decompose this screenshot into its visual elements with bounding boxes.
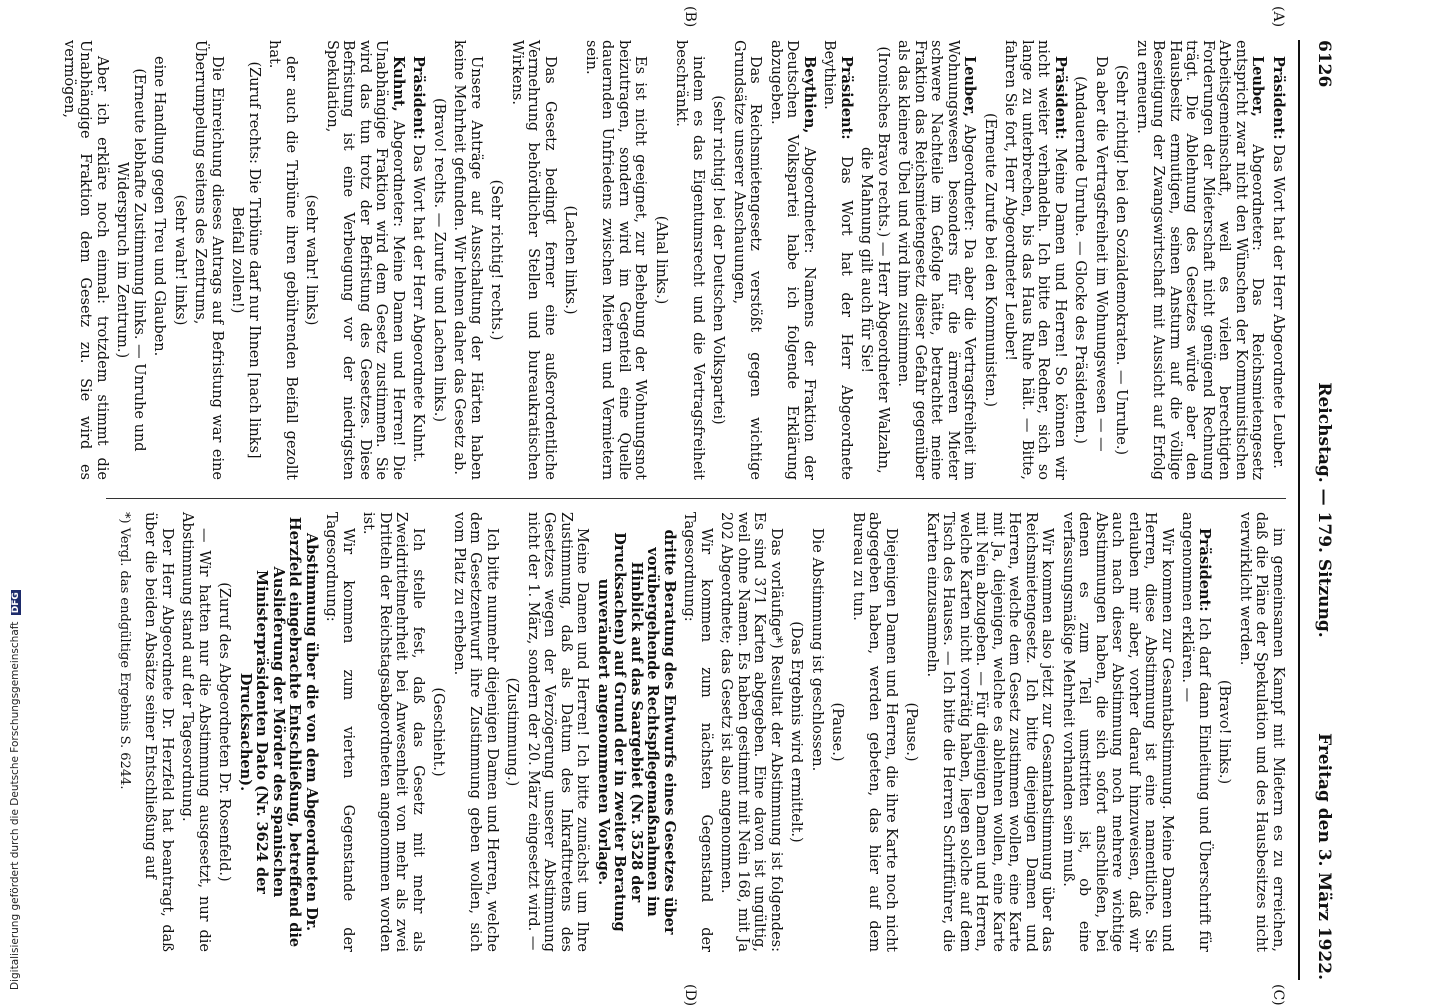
interjection: (Sehr richtig! rechts.) xyxy=(488,179,505,341)
paragraph: Wir kommen also jetzt zur Gesamtabstimmung über das Reichsmietengesetz. Ich bitte diejenigen Damen und Herren, welche dem Gesetz zustimmen wollen, eine Karte mit Ja, diejenigen, welche es ablehnen wollen, eine Karte mit Nein abzugeben. — Für diejenigen Damen und Herren, welche Karten nicht vorrätig haben, liegen solche auf dem Tisch des Hauses. — Ich bitte die Herren Schriftführer, die Karten einzusammeln. xyxy=(924,512,1056,952)
speech-paragraph xyxy=(895,40,978,480)
margin-mark-c: (C) xyxy=(1270,984,1286,1006)
speech-paragraph xyxy=(1270,40,1287,480)
interjection: (Erneute Zurufe bei den Kommunisten.) xyxy=(982,112,998,408)
interjection: (Erneute lebhafte Zustimmung links. — Unruhe und Widerspruch im Zentrum.) xyxy=(114,68,147,452)
interjection: (sehr richtig! bei der Deutschen Volkspartei) xyxy=(710,95,727,425)
paragraph: eine Handlung gegen Treu und Glauben. xyxy=(151,56,168,357)
side-strip xyxy=(0,0,21,1000)
running-title: Reichstag. — 179. Sitzung. xyxy=(1314,382,1334,638)
left-column xyxy=(57,40,1287,480)
paragraph: Aber ich erkläre noch einmal: trotzdem stimmt die Unabhängige Fraktion dem Gesetz zu. Sie wird es vermögen, xyxy=(61,40,110,480)
interjection: (Ahal links.) xyxy=(653,215,669,305)
page-number: 6126 xyxy=(1314,40,1334,88)
margin-mark-b: (B) xyxy=(682,6,698,28)
interjection: (Andauernde Unruhe. — Glocke des Präsidenten.) xyxy=(1072,76,1089,444)
footnote: *) Vergl. das endgültige Ergebnis S. 6244. xyxy=(117,512,132,790)
agenda-item-title: dritte Beratung des Entwurfs eines Gesetzes über vorübergehende Rechtspflegemaßnahmen im Hinblick auf das Saargebiet (Nr. 3528 der Drucksachen) auf Grund der in zweiter Beratung unverändert angenommenen Vorlage. xyxy=(595,529,678,935)
speech-text: Abgeordneter: Da aber die Vertragsfreiheit im Wohnungswesen besonders für die ärmeren Mieter schwere Nachteile im Gefolge hätte, betrachtet meine Fraktion das Reichsmietengesetz dieser Gefahr gegenüber als das kleinere Übel und wird ihm zustimmen. xyxy=(895,40,978,481)
speech-text: Meine Damen und Herren! So können wir nicht weiter verhandeln. Ich bitte den Redner, sich so lange zu unterbrechen, bis das Haus Ruhe hält. — Bitte, fahren Sie fort, Herr Abgeordneter Leuber! xyxy=(1002,40,1068,480)
speaker-name: Präsident: xyxy=(1196,528,1213,612)
paragraph: Die Abstimmung ist geschlossen. xyxy=(809,528,825,772)
paragraph: Das vorläufige*) Resultat der Abstimmung ist folgendes: Es sind 371 Karten abgegeben. Eine davon ist ungültig, weil ohne Namen. Es haben gestimmt mit Nein 168, mit Ja 202 Abgeordnete; das Gesetz ist also angenommen. xyxy=(718,512,784,952)
interjection: (Bravo! links.) xyxy=(1216,679,1233,785)
interjection: (Zuruf rechts: Die Tribüne darf nur Ihnen [nach links] Beifall zollen!) xyxy=(229,61,262,459)
header-rule xyxy=(1298,40,1300,980)
interjection: (sehr wahr! links) xyxy=(172,194,188,326)
document-page xyxy=(61,6,1338,1006)
speech-text: Das Wort hat der Herr Abgeordnete Kuhnt. xyxy=(410,144,427,463)
paragraph: Ich bitte nunmehr diejenigen Damen und Herren, welche dem Gesetzentwurf ihre Zustimmung geben wollen, sich vom Platz zu erheben. xyxy=(451,512,500,952)
paragraph: Ich stelle fest, daß das Gesetz mit mehr als Zweidrittelmehrheit bei Anwesenheit von mehr als zwei Dritteln der Reichstagsabgeordneten angenommen worden ist. xyxy=(360,512,426,952)
speaker-name: Beythien, xyxy=(801,56,818,134)
paragraph: Wir kommen zum nächsten Gegenstand der Tagesordnung: xyxy=(681,512,714,952)
speaker-name: Präsident: xyxy=(410,56,428,140)
speech-text: Abgeordneter: Namens der Fraktion der Deutschen Volkspartei habe ich folgende Erklärung abzugeben. xyxy=(768,40,817,480)
interjection: (Zustimmung.) xyxy=(504,677,521,787)
dfg-logo: DFG xyxy=(11,592,21,614)
speaker-name: Leuber, xyxy=(1249,56,1267,117)
interjection: (Zuruf des Abgeordneten Dr. Rosenfeld.) xyxy=(216,582,233,882)
paragraph: Meine Damen und Herren! Ich bitte zunächst um Ihre Zustimmung, daß als Datum des Inkrafttretens des Gesetzes wegen der Verzögerung unserer Abstimmung nicht der 1. März, sondern der 20. März eingesetzt wird. — xyxy=(525,512,591,952)
speech-paragraph xyxy=(768,40,818,480)
speech-text: Das Wort hat der Herr Abgeordnete Leuber. xyxy=(1270,144,1286,469)
interjection: (Pause.) xyxy=(829,702,846,762)
speech-paragraph xyxy=(410,40,427,480)
speech-text: Das Wort hat der Herr Abgeordnete Beythien. xyxy=(821,40,854,480)
margin-mark-a: (A) xyxy=(1270,6,1286,28)
speaker-name: Präsident: xyxy=(1270,56,1287,140)
funding-note-text: Digitalisierung gefördert durch die Deutsche Forschungsgemeinschaft xyxy=(9,621,21,990)
funding-note xyxy=(9,590,21,990)
interjection: (Geschieht.) xyxy=(430,687,447,777)
interjection: (Pause.) xyxy=(903,702,920,762)
interjection: (sehr wahr! links) xyxy=(303,194,320,326)
paragraph: Das Gesetz bedingt ferner eine außerordentliche Vermehrung behördlicher Stellen und bureaukratischen Wirkens. xyxy=(509,40,558,480)
paragraph: — Wir hatten nur die Abstimmung ausgesetzt, nur die Abstimmung stand auf der Tagesordnung. xyxy=(179,512,212,952)
right-column xyxy=(116,512,1287,952)
paragraph: im gemeinsamen Kampf mit Mietern es zu erreichen, daß die Pläne der Spekulation und des Hausbesitzes nicht verwirklicht werden. xyxy=(1237,512,1286,952)
interjection: (Das Ergebnis wird ermittelt.) xyxy=(788,621,805,843)
paragraph: Der Herr Abgeordnete Dr. Herzfeld hat beantragt, daß über die beiden Absätze seiner Entschließung auf xyxy=(142,512,175,952)
speech-text: Abgeordneter: Das Reichsmietengesetz entspricht zwar nicht den Wünschen der Kommunistischen Arbeitsgemeinschaft, weil es vielen berechtigten Forderungen der Mieterschaft nicht genügend Rechnung trägt. Die Ablehnung des Gesetzes würde aber den Hausbesitz ermutigen, seinen Ansturm auf die völlige Beseitigung der Zwangswirtschaft mit Aussicht auf Erfolg zu erneuern. xyxy=(1134,40,1266,480)
speech-paragraph xyxy=(1134,40,1266,480)
paragraph: indem es das Eigentumsrecht und die Vertragsfreiheit beschränkt. xyxy=(673,40,706,480)
paragraph: Es ist nicht geeignet, zur Behebung der Wohnungsnot beizutragen, sondern wird im Gegenteil eine Quelle dauernden Unfriedens zwischen Mietern und Vermietern sein. xyxy=(583,40,649,480)
speech-text: Abgeordneter: Meine Damen und Herren! Die Unabhängige Fraktion wird dem Gesetz zustimmen. Sie wird das tun trotz der Befristung des Gesetzes. Diese Befristung ist eine Verbeugung vor der niedrigsten Spekulation, xyxy=(324,40,406,480)
session-date: Freitag den 3. März 1922. xyxy=(1314,733,1334,980)
page-header xyxy=(1304,40,1338,980)
paragraph: Die Einreichung dieses Antrags auf Befristung war eine Überrumpelung seitens des Zentrums, xyxy=(192,40,225,480)
paragraph: Diejenigen Damen und Herren, die ihre Karte noch nicht abgegeben haben, werden gebeten, das hier auf dem Bureau zu tun. xyxy=(850,512,899,952)
speaker-name: Kuhnt, xyxy=(390,56,407,112)
paragraph: Da aber die Vertragsfreiheit im Wohnungswesen — — xyxy=(1093,56,1109,452)
margin-mark-d: (D) xyxy=(682,984,698,1006)
speech-paragraph xyxy=(821,40,854,480)
agenda-item-title: Abstimmung über die von dem Abgeordneten Dr. Herzfeld eingebrachte Entschließung, betreffend die Auslieferung der Mörder des spanischen Ministerpräsidenten Dato (Nr. 3624 der Drucksachen). xyxy=(237,516,320,948)
speech-text: Ich darf dann Einleitung und Überschrift für angenommen erklären. — xyxy=(1179,512,1212,952)
interjection: (Bravo! rechts. — Zurufe und Lachen links.) xyxy=(431,98,447,422)
speaker-name: Leuber, xyxy=(961,56,979,117)
column-divider xyxy=(106,498,1286,499)
paragraph: Wir kommen zum vierten Gegenstande der Tagesordnung: xyxy=(323,512,356,952)
interjection: (Ironisches Bravo rechts.) — Herr Abgeordneter Walzahn, die Mahnung gilt auch für Sie! xyxy=(858,46,891,474)
speech-paragraph xyxy=(324,40,407,480)
paragraph: der auch die Tribüne ihren gebührenden Beifall gezollt hat. xyxy=(266,40,299,480)
interjection: (Lachen links.) xyxy=(562,205,579,315)
speech-paragraph xyxy=(1179,512,1212,952)
paragraph: Das Reichsmietengesetz verstößt gegen wichtige Grundsätze unserer Anschauungen, xyxy=(731,40,764,480)
interjection: (Sehr richtig! bei den Sozialdemokraten. — Unruhe.) xyxy=(1113,64,1130,456)
paragraph: Unsere Anträge auf Ausschaltung der Härten haben keine Mehrheit gefunden. Wir lehnen daher das Gesetz ab. xyxy=(451,40,484,480)
speech-paragraph xyxy=(1002,40,1068,480)
speaker-name: Präsident: xyxy=(1052,56,1069,140)
paragraph: Wir kommen zur Gesamtabstimmung. Meine Damen und Herren, diese Abstimmung ist eine namentliche. Sie erlauben mir aber, vorher darauf hinzuweisen, daß wir auch nach dieser Abstimmung noch mehrere wichtige Abstimmungen haben, die sich sofort anschließen, bei denen es zum Teil umstritten ist, ob eine verfassungsmäßige Mehrheit vorhanden sein muß. xyxy=(1060,512,1175,952)
speaker-name: Präsident: xyxy=(838,56,855,140)
